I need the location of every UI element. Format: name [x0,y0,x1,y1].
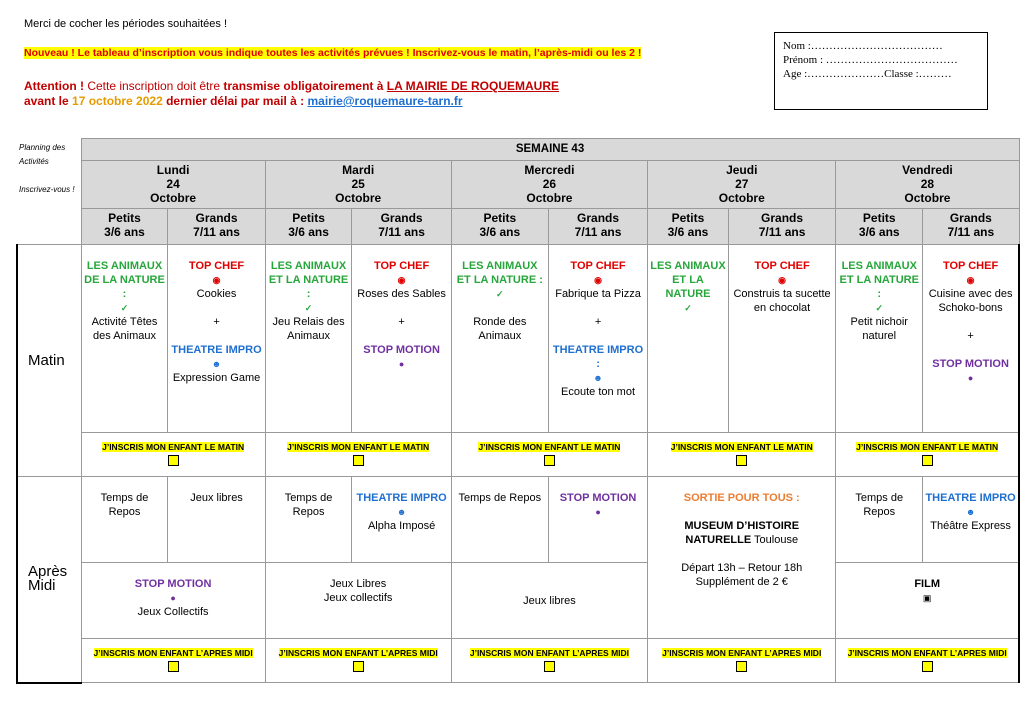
masks-icon: ☻ [211,359,222,369]
activity-cell: LES ANIMAUX ET LA NATURE : ✓ Jeu Relais des Animaux [265,245,352,433]
leaf-icon: ✓ [120,303,129,313]
register-morning-jeudi[interactable]: J’INSCRIS MON ENFANT LE MATIN [648,433,836,477]
age-header-grands: Grands 7/11 ans [548,209,647,245]
nom-field[interactable]: Nom :……………………………… [783,40,943,52]
clapperboard-icon: ▣ [922,593,932,603]
checkbox[interactable] [544,455,555,466]
age-header-petits: Petits 3/6 ans [265,209,352,245]
checkbox[interactable] [736,661,747,672]
prenom-field[interactable]: Prénom : ……………………………… [783,54,958,66]
age-header-grands: Grands 7/11 ans [352,209,451,245]
checkbox[interactable] [353,661,364,672]
activity-cell: Temps de Repos [265,477,352,563]
checkbox[interactable] [353,455,364,466]
age-header-petits: Petits 3/6 ans [648,209,729,245]
week-title: SEMAINE 43 [81,139,1019,161]
leaf-icon: ✓ [684,303,692,313]
age-header-grands: Grands 7/11 ans [728,209,836,245]
new-notice: Nouveau ! Le tableau d’inscription vous indique toutes les activités prévues ! Inscrivez-vous le matin, l’après-midi ou les 2 ! [24,47,642,59]
dish-icon: ◉ [212,275,221,285]
activity-cell: TOP CHEF ◉ Cookies + THEATRE IMPRO ☻ Expression Game [168,245,265,433]
day-header-mercredi: Mercredi 26 Octobre [451,161,647,209]
dish-icon: ◉ [778,275,786,285]
dish-icon: ◉ [397,275,406,285]
age-header-petits: Petits 3/6 ans [81,209,168,245]
register-morning-mercredi[interactable]: J’INSCRIS MON ENFANT LE MATIN [451,433,647,477]
activity-cell: Jeux libres [168,477,265,563]
checkbox[interactable] [168,455,179,466]
slot-label-matin: Matin [17,245,81,477]
masks-icon: ☻ [396,507,407,517]
age-classe-field[interactable]: Age :…………………Classe :……… [783,68,952,80]
register-morning-vendredi[interactable]: J’INSCRIS MON ENFANT LE MATIN [836,433,1019,477]
planning-table [16,138,1020,684]
register-afternoon-mardi[interactable]: J’INSCRIS MON ENFANT L’APRES MIDI [265,639,451,683]
register-afternoon-lundi[interactable]: J’INSCRIS MON ENFANT L’APRES MIDI [81,639,265,683]
age-header-petits: Petits 3/6 ans [451,209,548,245]
age-header-grands: Grands 7/11 ans [168,209,265,245]
camera-icon: ● [398,359,405,369]
register-afternoon-mercredi[interactable]: J’INSCRIS MON ENFANT L’APRES MIDI [451,639,647,683]
register-afternoon-jeudi[interactable]: J’INSCRIS MON ENFANT L’APRES MIDI [648,639,836,683]
child-info-box [774,32,988,110]
activity-cell: FILM ▣ [836,563,1019,639]
day-header-jeudi: Jeudi 27 Octobre [648,161,836,209]
attention-notice: Attention ! Cette inscription doit être transmise obligatoirement à LA MAIRIE DE ROQUEMAURE avant le 17 octobre 2022 dernier délai par mail à : mairie@roquemaure-tarn.fr [24,79,560,108]
register-morning-lundi[interactable]: J’INSCRIS MON ENFANT LE MATIN [81,433,265,477]
leaf-icon: ✓ [875,303,884,313]
activity-cell: TOP CHEF ◉ Roses des Sables + STOP MOTION ● [352,245,451,433]
slot-label-apres-midi: Après Midi [17,477,81,683]
activity-cell: STOP MOTION ● Jeux Collectifs [81,563,265,639]
activity-cell: TOP CHEF ◉ Fabrique ta Pizza + THEATRE IMPRO : ☻ Ecoute ton mot [548,245,647,433]
camera-icon: ● [967,373,974,383]
outing-cell: SORTIE POUR TOUS : MUSEUM D’HISTOIRE NATURELLE Toulouse Départ 13h – Retour 18h Supplément de 2 € [648,477,836,639]
leaf-icon: ✓ [496,289,504,299]
activity-cell: TOP CHEF ◉ Construis ta sucette en chocolat [728,245,836,433]
day-header-lundi: Lundi 24 Octobre [81,161,265,209]
masks-icon: ☻ [965,507,976,517]
activity-cell: LES ANIMAUX DE LA NATURE : ✓ Activité Têtes des Animaux [81,245,168,433]
checkbox[interactable] [736,455,747,466]
planning-label: Planning des Activités Inscrivez-vous ! [17,139,81,245]
activity-cell: Jeux libres [451,563,647,639]
leaf-icon: ✓ [304,303,313,313]
activity-cell: TOP CHEF ◉ Cuisine avec des Schoko-bons + STOP MOTION ● [923,245,1019,433]
register-afternoon-vendredi[interactable]: J’INSCRIS MON ENFANT L’APRES MIDI [836,639,1019,683]
activity-cell: LES ANIMAUX ET LA NATURE ✓ [648,245,729,433]
activity-cell: LES ANIMAUX ET LA NATURE : ✓ Ronde des Animaux [451,245,548,433]
activity-cell: THEATRE IMPRO ☻ Théâtre Express [923,477,1019,563]
masks-icon: ☻ [593,373,603,383]
instructions-line: Merci de cocher les périodes souhaitées ! [24,18,227,30]
activity-cell: Temps de Repos [451,477,548,563]
activity-cell: THEATRE IMPRO ☻ Alpha Imposé [352,477,451,563]
activity-cell: LES ANIMAUX ET LA NATURE : ✓ Petit nichoir naturel [836,245,923,433]
checkbox[interactable] [544,661,555,672]
day-header-mardi: Mardi 25 Octobre [265,161,451,209]
checkbox[interactable] [922,661,933,672]
email-link[interactable]: mairie@roquemaure-tarn.fr [307,94,463,108]
age-header-petits: Petits 3/6 ans [836,209,923,245]
dish-icon: ◉ [966,275,975,285]
activity-cell: Jeux Libres Jeux collectifs [265,563,451,639]
checkbox[interactable] [168,661,179,672]
activity-cell: Temps de Repos [836,477,923,563]
activity-cell: STOP MOTION ● [548,477,647,563]
camera-icon: ● [170,593,176,603]
age-header-grands: Grands 7/11 ans [923,209,1019,245]
camera-icon: ● [595,507,601,517]
day-header-vendredi: Vendredi 28 Octobre [836,161,1019,209]
dish-icon: ◉ [594,275,602,285]
activity-cell: Temps de Repos [81,477,168,563]
register-morning-mardi[interactable]: J’INSCRIS MON ENFANT LE MATIN [265,433,451,477]
checkbox[interactable] [922,455,933,466]
